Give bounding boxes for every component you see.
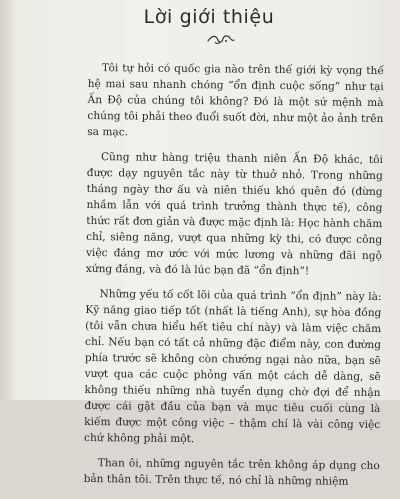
swash-ornament-icon — [206, 32, 236, 46]
book-gutter-shadow — [0, 0, 18, 400]
paragraph: Cũng như hàng triệu thanh niên Ấn Độ khác, tôi được dạy nguyên tắc này từ thuở nhỏ. Trong những tháng ngày thơ ấu và niên thiếu khó quên đó (đừng nhầm lẫn với quá trình trưởng thành thực tế), công thức rất đơn giản và được mặc định là: Học hành chăm chỉ, siêng năng, vượt qua những kỳ thi, có được công việc đáng mơ ước với mức lương và những đãi ngộ xứng đáng, và đó là lúc bạn đã “ổn định”! — [85, 151, 384, 278]
paragraph: Những yếu tố cốt lõi của quá trình “ổn định” này là: Kỹ năng giao tiếp tốt (nhất là tiếng Anh), sự hòa đồng (tôi vẫn chưa hiểu hết tiêu chí này) và làm việc chăm chỉ. Nếu bạn có tất cả những đặc điểm này, con đường phía trước sẽ không còn chướng ngại nào nữa, bạn sẽ vượt qua các cuộc phỏng vấn một cách dễ dàng, sẽ không thiếu những nhà tuyển dụng chờ đợi để nhận được cái gật đầu của bạn và mục tiêu cuối cùng là kiếm được một công việc – thậm chí là vài công việc chứ không phải một. — [83, 288, 382, 446]
page-title: Lời giới thiệu — [143, 6, 275, 28]
paragraph: Tôi tự hỏi có quốc gia nào trên thế giới kỳ vọng thế hệ mai sau nhanh chóng “ổn định cuộc sống” như tại Ấn Độ của chúng tôi không? Đó là một sứ mệnh mà chúng tôi phải theo đuổi suốt đời, như một ảo ảnh trên sa mạc. — [87, 62, 384, 139]
book-page — [18, 0, 400, 488]
body-text — [83, 60, 384, 499]
paragraph: Than ôi, những nguyên tắc trên không áp dụng cho bản thân tôi. Trên thực tế, nó chỉ là những nhiệm — [83, 457, 380, 488]
